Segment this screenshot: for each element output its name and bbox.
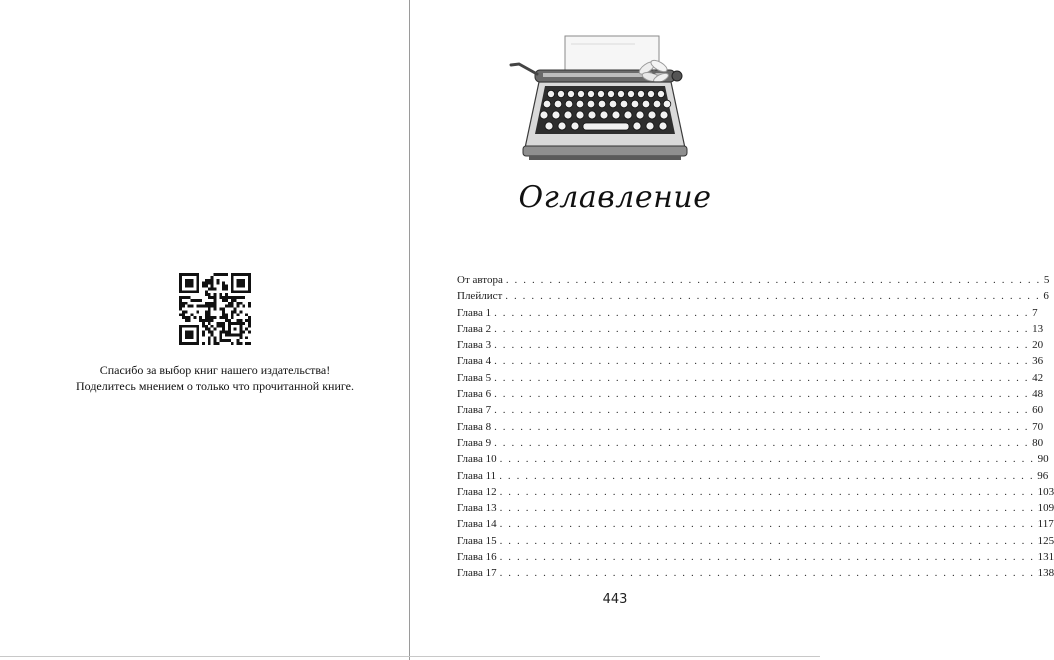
toc-entry-label: Глава 6 (457, 388, 492, 401)
right-page (410, 0, 1054, 660)
thanks-line-1: Спасибо за выбор книг нашего издательства! (99, 363, 331, 377)
qr-code-icon (179, 273, 251, 345)
toc-entry-page: 117 (1037, 518, 1054, 531)
toc-entry-label: Глава 2 (457, 322, 492, 335)
toc-dot-leader: . . . . . . . . . . . . . . . . . . . . . . . . . . . . . . . . . . . . . . . . . . . . . . . . . . . . . . . . . . . . . . (494, 420, 1030, 433)
toc-entry-page: 103 (1037, 485, 1054, 498)
toc-entry-label: Глава 11 (457, 469, 497, 482)
page-bottom-edge (0, 656, 820, 657)
toc-entry-page: 125 (1037, 534, 1054, 547)
toc-entry-label: Глава 17 (457, 567, 497, 580)
toc-entry-label: Глава 16 (457, 551, 497, 564)
toc-entry (457, 402, 1044, 418)
toc-dot-leader: . . . . . . . . . . . . . . . . . . . . . . . . . . . . . . . . . . . . . . . . . . . . . . . . . . . . . . . . . . . . . . (499, 518, 1035, 531)
toc-entry (457, 565, 1054, 581)
toc-entry (457, 272, 1050, 288)
toc-entry-label: Глава 3 (457, 339, 492, 352)
toc-entry-label: Глава 1 (457, 306, 492, 319)
toc-dot-leader: . . . . . . . . . . . . . . . . . . . . . . . . . . . . . . . . . . . . . . . . . . . . . . . . . . . . . . . . . . . . . . (499, 567, 1035, 580)
toc-entry-page: 13 (1032, 322, 1044, 335)
toc-entry-label: Глава 14 (457, 518, 497, 531)
toc-dot-leader: . . . . . . . . . . . . . . . . . . . . . . . . . . . . . . . . . . . . . . . . . . . . . . . . . . . . . . . . . . . . . . (499, 485, 1035, 498)
toc-entry (457, 435, 1044, 451)
toc-dot-leader: . . . . . . . . . . . . . . . . . . . . . . . . . . . . . . . . . . . . . . . . . . . . . . . . . . . . . . . . . . . . . . (505, 290, 1041, 303)
toc-entry-label: Глава 10 (457, 453, 497, 466)
toc-dot-leader: . . . . . . . . . . . . . . . . . . . . . . . . . . . . . . . . . . . . . . . . . . . . . . . . . . . . . . . . . . . . . . (505, 274, 1041, 286)
thanks-line-2: Поделитесь мнением о только что прочитанной книге. (76, 379, 354, 393)
toc-title: Оглавление (518, 180, 712, 215)
toc-entry (457, 305, 1038, 321)
thanks-message (40, 362, 390, 394)
page-number: 443 (602, 592, 628, 607)
toc-entry (457, 516, 1054, 532)
toc-entry-label: Глава 15 (457, 534, 497, 547)
typewriter-illustration (505, 30, 695, 165)
toc-entry (457, 321, 1044, 337)
toc-entry-label: Глава 9 (457, 436, 492, 449)
toc-dot-leader: . . . . . . . . . . . . . . . . . . . . . . . . . . . . . . . . . . . . . . . . . . . . . . . . . . . . . . . . . . . . . . (499, 502, 1035, 515)
toc-entry-page: 20 (1032, 339, 1044, 352)
table-of-contents (457, 272, 1054, 582)
toc-entry-label: Глава 12 (457, 485, 497, 498)
toc-dot-leader: . . . . . . . . . . . . . . . . . . . . . . . . . . . . . . . . . . . . . . . . . . . . . . . . . . . . . . . . . . . . . . (494, 339, 1030, 352)
toc-entry-page: 7 (1032, 306, 1038, 319)
toc-entry (457, 468, 1049, 484)
toc-entry-label: Глава 7 (457, 404, 492, 417)
toc-entry (457, 288, 1049, 304)
toc-entry (457, 337, 1044, 353)
toc-dot-leader: . . . . . . . . . . . . . . . . . . . . . . . . . . . . . . . . . . . . . . . . . . . . . . . . . . . . . . . . . . . . . . (499, 551, 1035, 564)
toc-entry-label: Глава 4 (457, 355, 492, 368)
toc-entry-page: 5 (1043, 274, 1050, 286)
toc-entry-label: Глава 13 (457, 502, 497, 515)
toc-entry (457, 386, 1044, 402)
toc-entry-page: 96 (1037, 469, 1049, 482)
toc-dot-leader: . . . . . . . . . . . . . . . . . . . . . . . . . . . . . . . . . . . . . . . . . . . . . . . . . . . . . . . . . . . . . . (494, 306, 1030, 319)
toc-entry-page: 48 (1032, 388, 1044, 401)
toc-entry-page: 36 (1032, 355, 1044, 368)
toc-entry (457, 370, 1044, 386)
toc-dot-leader: . . . . . . . . . . . . . . . . . . . . . . . . . . . . . . . . . . . . . . . . . . . . . . . . . . . . . . . . . . . . . . (494, 388, 1030, 401)
toc-entry-label: Глава 5 (457, 371, 492, 384)
toc-entry (457, 451, 1049, 467)
toc-dot-leader: . . . . . . . . . . . . . . . . . . . . . . . . . . . . . . . . . . . . . . . . . . . . . . . . . . . . . . . . . . . . . . (494, 322, 1030, 335)
toc-entry (457, 549, 1054, 565)
toc-entry-page: 42 (1032, 371, 1044, 384)
toc-entry-page: 90 (1037, 453, 1049, 466)
toc-dot-leader: . . . . . . . . . . . . . . . . . . . . . . . . . . . . . . . . . . . . . . . . . . . . . . . . . . . . . . . . . . . . . . (499, 534, 1035, 547)
toc-entry-page: 138 (1037, 567, 1054, 580)
toc-entry-page: 109 (1037, 502, 1054, 515)
toc-dot-leader: . . . . . . . . . . . . . . . . . . . . . . . . . . . . . . . . . . . . . . . . . . . . . . . . . . . . . . . . . . . . . . (499, 453, 1035, 466)
toc-dot-leader: . . . . . . . . . . . . . . . . . . . . . . . . . . . . . . . . . . . . . . . . . . . . . . . . . . . . . . . . . . . . . . (494, 436, 1030, 449)
toc-entry (457, 419, 1044, 435)
toc-entry (457, 500, 1054, 516)
toc-entry-page: 60 (1032, 404, 1044, 417)
toc-entry (457, 353, 1044, 369)
toc-entry-label: Плейлист (457, 290, 503, 303)
toc-entry-label: Глава 8 (457, 420, 492, 433)
toc-entry (457, 533, 1054, 549)
toc-entry-page: 70 (1032, 420, 1044, 433)
toc-dot-leader: . . . . . . . . . . . . . . . . . . . . . . . . . . . . . . . . . . . . . . . . . . . . . . . . . . . . . . . . . . . . . . (494, 355, 1030, 368)
toc-entry-page: 131 (1037, 551, 1054, 564)
toc-dot-leader: . . . . . . . . . . . . . . . . . . . . . . . . . . . . . . . . . . . . . . . . . . . . . . . . . . . . . . . . . . . . . . (494, 404, 1030, 417)
toc-dot-leader: . . . . . . . . . . . . . . . . . . . . . . . . . . . . . . . . . . . . . . . . . . . . . . . . . . . . . . . . . . . . . . (499, 469, 1035, 482)
toc-entry-page: 80 (1032, 436, 1044, 449)
toc-entry-page: 6 (1043, 290, 1049, 303)
toc-entry (457, 484, 1054, 500)
toc-dot-leader: . . . . . . . . . . . . . . . . . . . . . . . . . . . . . . . . . . . . . . . . . . . . . . . . . . . . . . . . . . . . . . (494, 371, 1030, 384)
toc-entry-label: От автора (457, 274, 503, 286)
left-page (0, 0, 409, 660)
